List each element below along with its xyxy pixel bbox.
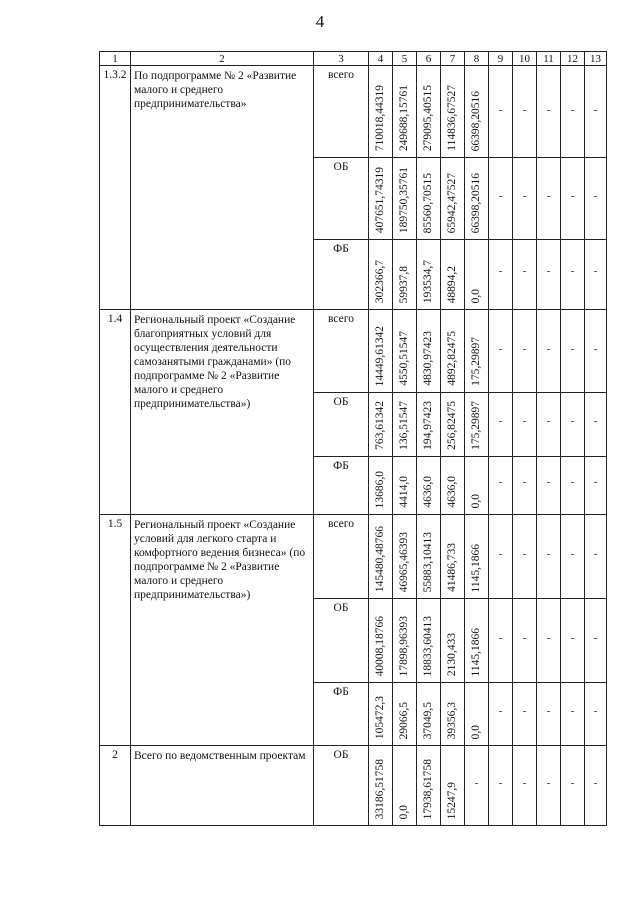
value-text: 4414,0	[398, 476, 410, 508]
value-cell	[393, 158, 417, 240]
value-cell	[441, 457, 465, 515]
value-text: 1145,1866	[470, 543, 482, 592]
value-text: 710018,44319	[374, 84, 386, 151]
empty-value-mark: -	[522, 344, 527, 355]
page-number: 4	[315, 12, 325, 31]
value-text: 145480,48766	[374, 525, 386, 592]
value-cell	[441, 683, 465, 746]
empty-value-mark: -	[498, 191, 503, 202]
value-cell	[441, 310, 465, 393]
value-cell	[585, 66, 607, 158]
value-text: 29066,5	[398, 701, 410, 739]
value-text: 279095,40515	[422, 84, 434, 151]
value-text: 40008,18766	[374, 615, 386, 676]
value-text: 65942,47527	[446, 172, 458, 233]
value-cell	[489, 158, 513, 240]
value-text: 194,97423	[422, 401, 434, 450]
value-cell	[489, 746, 513, 826]
value-cell	[465, 683, 489, 746]
value-cell	[417, 310, 441, 393]
empty-value-mark: -	[570, 344, 575, 355]
value-text: 407651,74319	[374, 166, 386, 233]
funding-source: ФБ	[314, 683, 369, 746]
empty-value-mark: -	[570, 706, 575, 717]
value-cell	[465, 158, 489, 240]
value-cell	[489, 457, 513, 515]
item-number: 1.4	[100, 310, 131, 515]
value-cell	[417, 683, 441, 746]
empty-value-mark: -	[498, 477, 503, 488]
empty-value-mark: -	[546, 266, 551, 277]
empty-value-mark: -	[522, 778, 527, 789]
value-cell	[513, 599, 537, 683]
value-cell	[489, 515, 513, 599]
empty-value-mark: -	[498, 778, 503, 789]
value-cell	[441, 240, 465, 310]
value-cell	[393, 746, 417, 826]
funding-source: ОБ	[314, 158, 369, 240]
value-text: 33186,51758	[374, 758, 386, 819]
item-number: 1.5	[100, 515, 131, 746]
item-name: По подпрограмме № 2 «Развитие малого и среднего предпринимательства»	[131, 66, 314, 310]
value-cell	[489, 66, 513, 158]
funding-source: ОБ	[314, 746, 369, 826]
value-cell	[417, 515, 441, 599]
header-cell: 7	[441, 52, 465, 66]
value-cell	[489, 240, 513, 310]
value-cell	[585, 515, 607, 599]
value-cell	[537, 393, 561, 457]
header-cell: 3	[314, 52, 369, 66]
empty-value-mark: -	[546, 416, 551, 427]
value-cell	[513, 515, 537, 599]
value-cell	[513, 746, 537, 826]
value-cell	[585, 393, 607, 457]
empty-value-mark: -	[546, 344, 551, 355]
table-row	[100, 310, 607, 393]
value-text: 66398,20516	[470, 90, 482, 151]
value-text: 302366,7	[374, 259, 386, 303]
empty-value-mark: -	[546, 105, 551, 116]
empty-value-mark: -	[498, 105, 503, 116]
value-cell	[537, 599, 561, 683]
value-cell	[369, 310, 393, 393]
header-cell: 10	[513, 52, 537, 66]
item-number: 1.3.2	[100, 66, 131, 310]
value-cell	[441, 515, 465, 599]
value-text: 17898,96393	[398, 615, 410, 676]
empty-value-mark: -	[546, 778, 551, 789]
value-cell	[561, 457, 585, 515]
empty-value-mark: -	[546, 549, 551, 560]
value-cell	[369, 599, 393, 683]
value-cell	[369, 683, 393, 746]
empty-value-mark: -	[498, 706, 503, 717]
item-name: Региональный проект «Создание благоприятных условий для осуществления деятельности самозанятыми гражданами» (по подпрограмме № 2 «Развитие малого и среднего предпринимательства»)	[131, 310, 314, 515]
value-cell	[441, 599, 465, 683]
value-cell	[513, 457, 537, 515]
value-cell	[417, 158, 441, 240]
empty-value-mark: -	[593, 266, 598, 277]
empty-value-mark: -	[498, 549, 503, 560]
value-cell	[585, 457, 607, 515]
value-cell	[585, 746, 607, 826]
empty-value-mark: -	[522, 549, 527, 560]
value-text: 15247,9	[446, 781, 458, 819]
value-text: 59937,8	[398, 265, 410, 303]
empty-value-mark: -	[570, 633, 575, 644]
value-text: 0,0	[470, 288, 482, 303]
header-row	[100, 52, 607, 66]
value-cell	[561, 515, 585, 599]
value-text: 48894,2	[446, 265, 458, 303]
value-cell	[417, 240, 441, 310]
value-cell	[441, 158, 465, 240]
value-text: 175,29897	[470, 337, 482, 386]
value-cell	[465, 393, 489, 457]
value-text: 0,0	[470, 724, 482, 739]
value-cell	[561, 599, 585, 683]
header-cell: 2	[131, 52, 314, 66]
funding-source: ФБ	[314, 240, 369, 310]
value-cell	[489, 599, 513, 683]
value-cell	[561, 310, 585, 393]
value-cell	[561, 746, 585, 826]
funding-source: всего	[314, 310, 369, 393]
value-cell	[441, 66, 465, 158]
empty-value-mark: -	[498, 633, 503, 644]
value-text: 4892,82475	[446, 331, 458, 386]
value-cell	[465, 66, 489, 158]
value-cell	[441, 746, 465, 826]
value-text: 41486,733	[446, 543, 458, 592]
empty-value-mark: -	[522, 477, 527, 488]
empty-value-mark: -	[522, 633, 527, 644]
table-body	[100, 52, 607, 826]
value-cell	[585, 599, 607, 683]
value-cell	[537, 746, 561, 826]
funding-source: ОБ	[314, 393, 369, 457]
value-cell	[561, 683, 585, 746]
value-text: 4550,51547	[398, 331, 410, 386]
value-text: 4830,97423	[422, 331, 434, 386]
value-cell	[465, 515, 489, 599]
empty-value-mark: -	[593, 778, 598, 789]
value-cell	[537, 310, 561, 393]
value-cell	[417, 66, 441, 158]
table-row	[100, 515, 607, 599]
empty-value-mark: -	[593, 477, 598, 488]
value-cell	[465, 599, 489, 683]
value-cell	[537, 683, 561, 746]
value-cell	[369, 240, 393, 310]
value-text: 114836,67527	[446, 85, 458, 151]
header-cell: 11	[537, 52, 561, 66]
empty-value-mark: -	[593, 416, 598, 427]
value-text: 256,82475	[446, 401, 458, 450]
header-cell: 8	[465, 52, 489, 66]
value-cell	[393, 457, 417, 515]
empty-value-mark: -	[522, 191, 527, 202]
empty-value-mark: -	[546, 477, 551, 488]
value-cell	[369, 746, 393, 826]
value-cell	[513, 158, 537, 240]
value-text: 18833,60413	[422, 615, 434, 676]
funding-source: ОБ	[314, 599, 369, 683]
header-cell: 13	[585, 52, 607, 66]
value-text: 85560,70515	[422, 172, 434, 233]
value-cell	[393, 240, 417, 310]
header-cell: 9	[489, 52, 513, 66]
value-cell	[417, 457, 441, 515]
value-text: 189750,35761	[398, 166, 410, 233]
empty-value-mark: -	[546, 706, 551, 717]
value-cell	[369, 457, 393, 515]
funding-source: ФБ	[314, 457, 369, 515]
item-number: 2	[100, 746, 131, 826]
value-cell	[369, 66, 393, 158]
value-cell	[537, 66, 561, 158]
budget-table	[99, 51, 607, 826]
value-cell	[393, 515, 417, 599]
header-cell: 5	[393, 52, 417, 66]
value-cell	[561, 158, 585, 240]
value-cell	[585, 310, 607, 393]
empty-value-mark: -	[474, 778, 479, 789]
value-text: 175,29897	[470, 401, 482, 450]
item-name: Всего по ведомственным проектам	[131, 746, 314, 826]
value-text: 66398,20516	[470, 172, 482, 233]
empty-value-mark: -	[522, 105, 527, 116]
header-cell: 6	[417, 52, 441, 66]
value-text: 1145,1866	[470, 627, 482, 676]
value-cell	[537, 158, 561, 240]
value-cell	[489, 393, 513, 457]
empty-value-mark: -	[498, 344, 503, 355]
value-text: 37049,5	[422, 701, 434, 739]
value-cell	[561, 240, 585, 310]
value-cell	[537, 515, 561, 599]
value-cell	[393, 66, 417, 158]
value-cell	[489, 683, 513, 746]
value-cell	[369, 515, 393, 599]
value-cell	[489, 310, 513, 393]
value-cell	[417, 393, 441, 457]
value-cell	[465, 457, 489, 515]
empty-value-mark: -	[522, 706, 527, 717]
empty-value-mark: -	[522, 266, 527, 277]
empty-value-mark: -	[593, 549, 598, 560]
funding-source: всего	[314, 66, 369, 158]
value-cell	[369, 158, 393, 240]
value-cell	[513, 683, 537, 746]
value-text: 4636,0	[446, 476, 458, 508]
value-text: 17938,61758	[422, 758, 434, 819]
funding-source: всего	[314, 515, 369, 599]
empty-value-mark: -	[593, 105, 598, 116]
value-cell	[585, 240, 607, 310]
value-cell	[417, 746, 441, 826]
value-text: 55883,10413	[422, 531, 434, 592]
value-text: 46965,46393	[398, 531, 410, 592]
empty-value-mark: -	[593, 191, 598, 202]
value-cell	[537, 240, 561, 310]
value-cell	[561, 393, 585, 457]
table-row	[100, 66, 607, 158]
empty-value-mark: -	[498, 416, 503, 427]
value-cell	[393, 393, 417, 457]
empty-value-mark: -	[593, 633, 598, 644]
value-cell	[561, 66, 585, 158]
value-text: 0,0	[398, 804, 410, 819]
empty-value-mark: -	[570, 549, 575, 560]
empty-value-mark: -	[546, 191, 551, 202]
value-cell	[465, 310, 489, 393]
value-text: 763,61342	[374, 401, 386, 450]
header-cell: 4	[369, 52, 393, 66]
empty-value-mark: -	[570, 778, 575, 789]
value-cell	[369, 393, 393, 457]
header-cell: 1	[100, 52, 131, 66]
table-row	[100, 746, 607, 826]
value-cell	[465, 240, 489, 310]
value-cell	[393, 599, 417, 683]
empty-value-mark: -	[570, 191, 575, 202]
value-text: 39356,3	[446, 701, 458, 739]
value-text: 4636,0	[422, 476, 434, 508]
value-text: 249688,15761	[398, 84, 410, 151]
value-cell	[513, 240, 537, 310]
value-text: 14449,61342	[374, 325, 386, 386]
empty-value-mark: -	[570, 105, 575, 116]
empty-value-mark: -	[570, 266, 575, 277]
value-text: 136,51547	[398, 401, 410, 450]
value-text: 105472,3	[374, 695, 386, 739]
item-name: Региональный проект «Создание условий для легкого старта и комфортного ведения бизнеса» (по подпрограмме № 2 «Развитие малого и среднего предпринимательства»)	[131, 515, 314, 746]
empty-value-mark: -	[570, 477, 575, 488]
empty-value-mark: -	[522, 416, 527, 427]
value-text: 193534,7	[422, 259, 434, 303]
empty-value-mark: -	[570, 416, 575, 427]
value-text: 0,0	[470, 493, 482, 508]
value-cell	[585, 158, 607, 240]
empty-value-mark: -	[593, 706, 598, 717]
empty-value-mark: -	[498, 266, 503, 277]
value-cell	[393, 683, 417, 746]
value-cell	[513, 393, 537, 457]
value-cell	[585, 683, 607, 746]
value-text: 13686,0	[374, 470, 386, 508]
value-cell	[513, 66, 537, 158]
value-cell	[513, 310, 537, 393]
empty-value-mark: -	[593, 344, 598, 355]
value-cell	[441, 393, 465, 457]
value-cell	[417, 599, 441, 683]
empty-value-mark: -	[546, 633, 551, 644]
value-cell	[465, 746, 489, 826]
header-cell: 12	[561, 52, 585, 66]
value-cell	[393, 310, 417, 393]
value-cell	[537, 457, 561, 515]
value-text: 2130,433	[446, 632, 458, 676]
